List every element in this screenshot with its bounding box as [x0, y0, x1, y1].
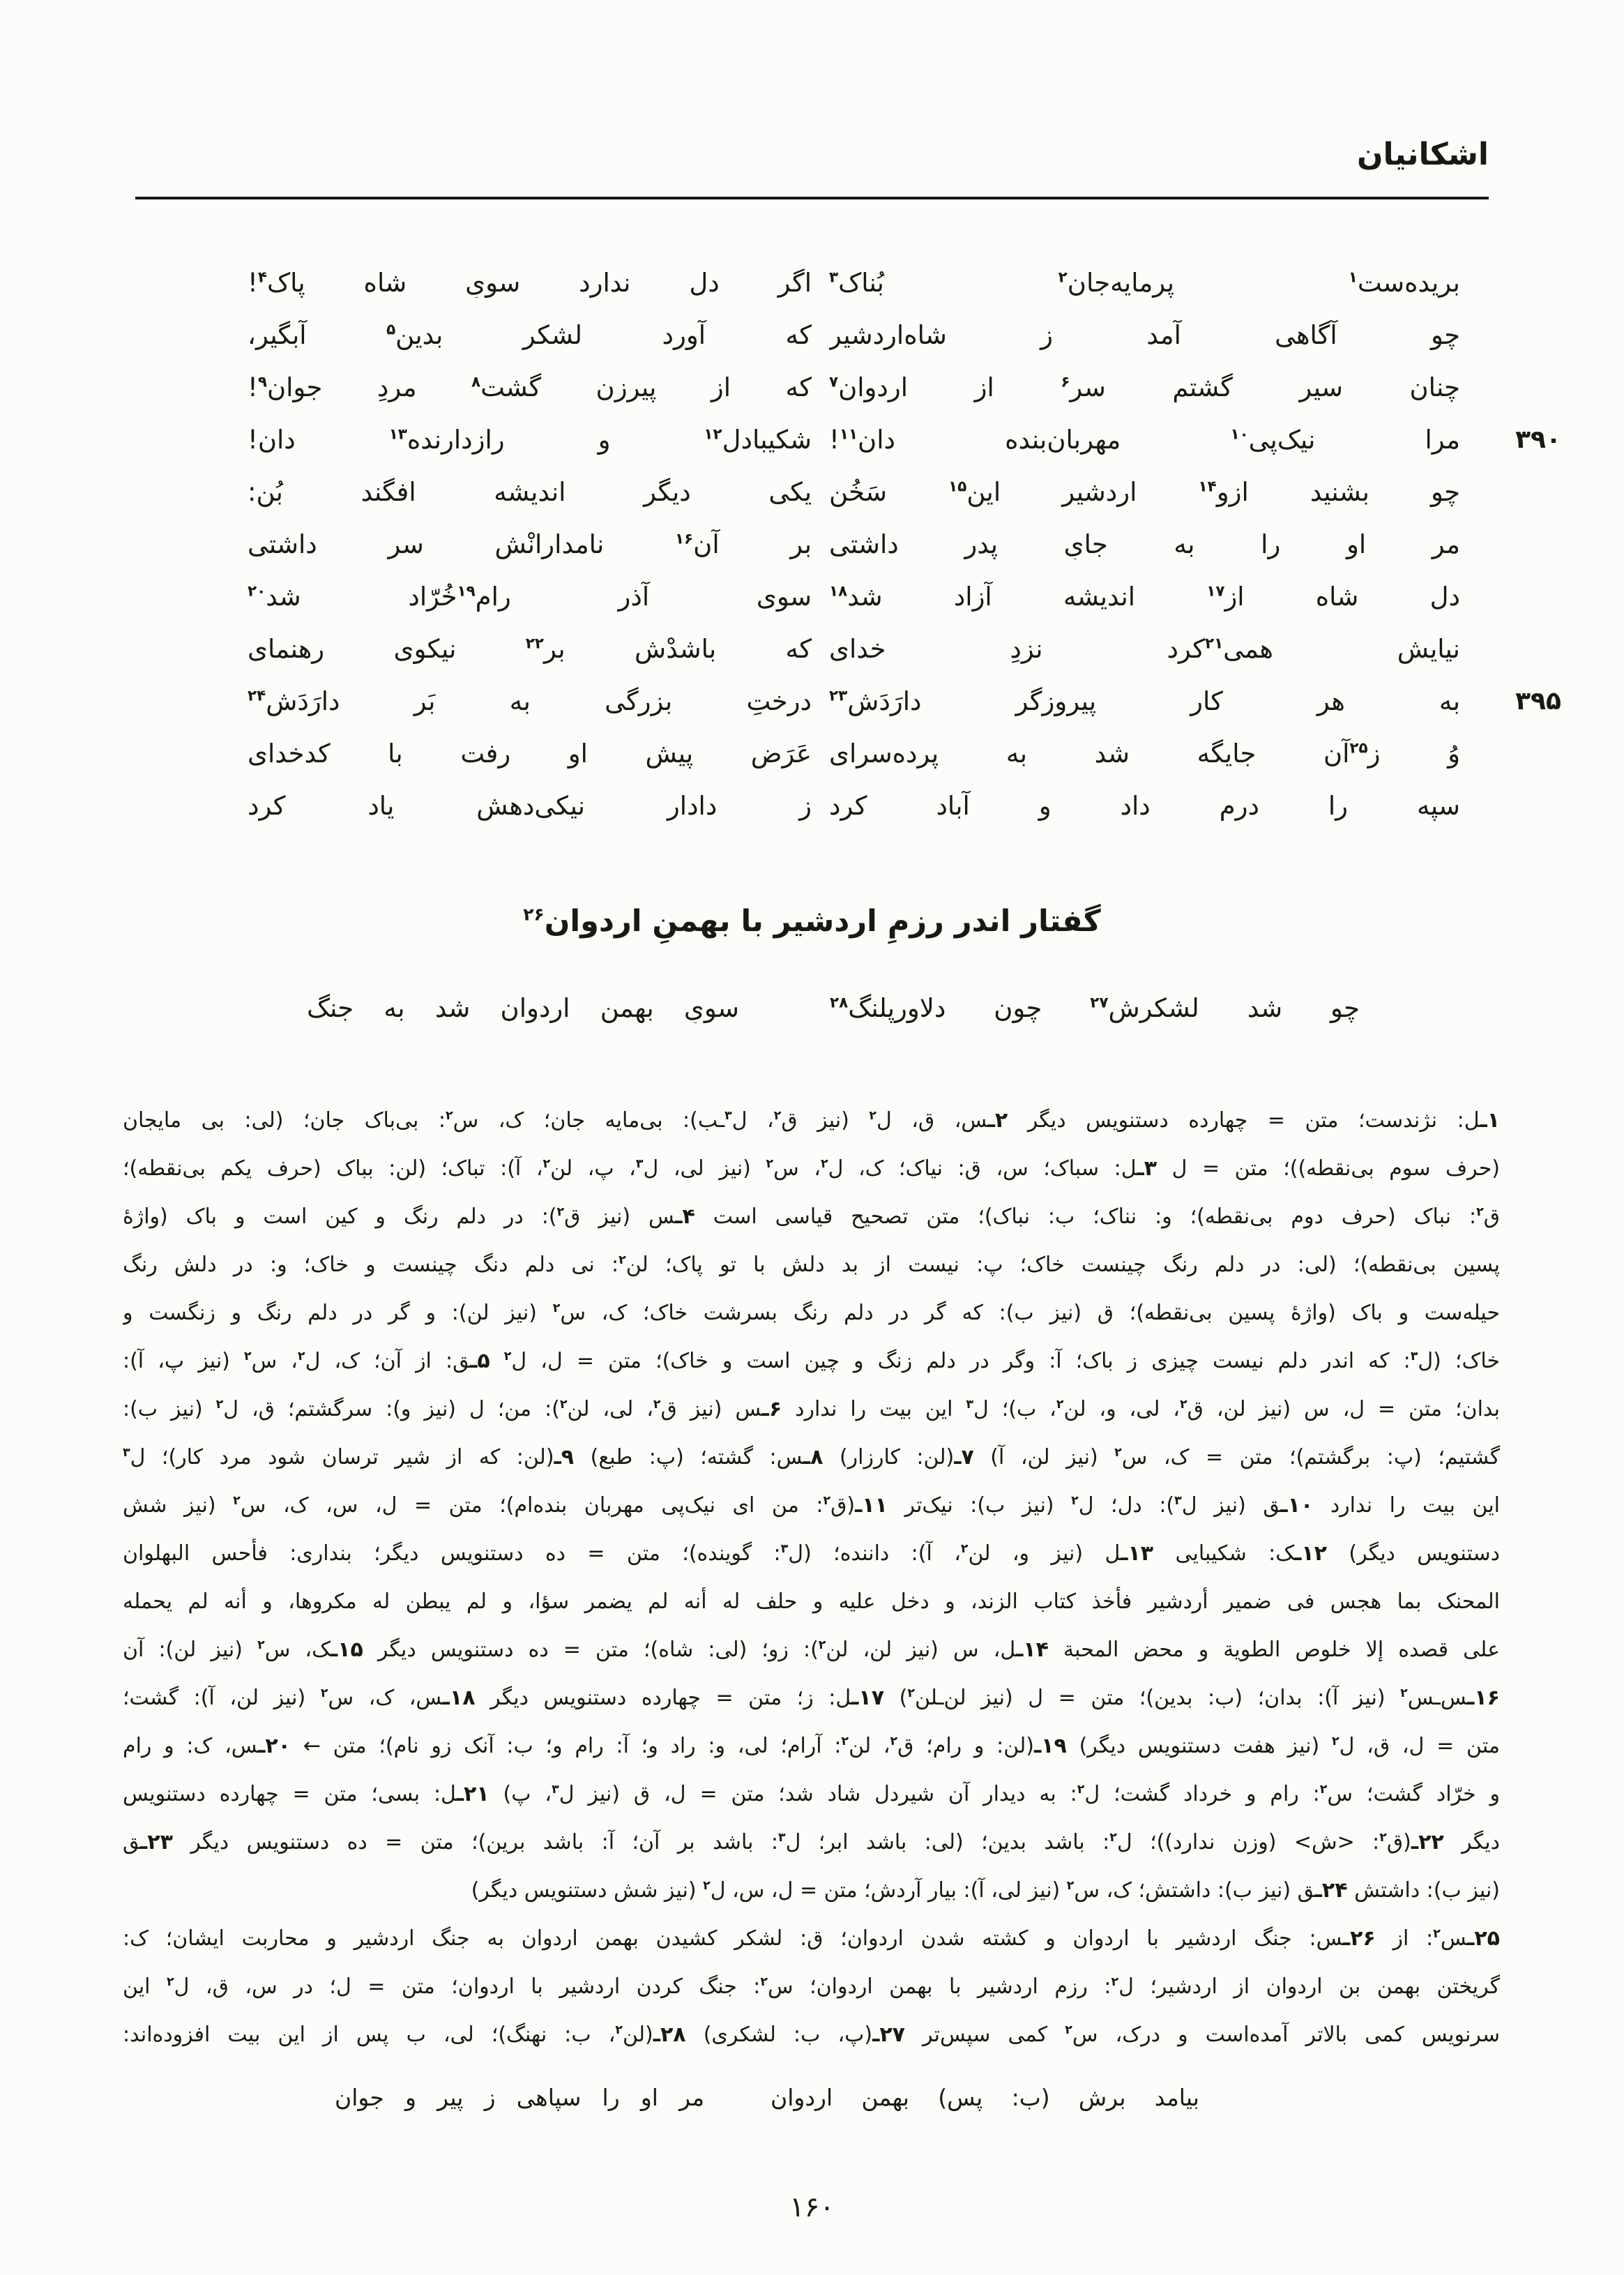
hemistich-left: شکیبادل$^{۱۲}$ و رازدارنده$^{۱۳}$ دان!	[248, 425, 812, 455]
verse-row	[248, 780, 1561, 832]
hemistich-right: مر او را به جایِ پدر داشتی	[829, 529, 1460, 559]
hemistich-right: وُ ز$^{۲۵}$آن جایگه شد به پرده‌سرای	[829, 739, 1460, 769]
header-rule	[135, 197, 1489, 199]
apparatus-line: (نیز ب): داشتش ۲۴ـق (نیز ب): داشتش؛ ک، س$^۲$ (نیز لی، آ): بیار آردش؛ متن = ل، س، ل$^۲$ (نیز شش دستنویس دیگر)	[471, 1878, 1500, 1903]
verse-row	[248, 257, 1561, 309]
apparatus-line: پسین بی‌نقطه)؛ (لی: در دلم رنگ چینست خاک؛ پ: نیست از بد دلش با تو پاک؛ لن$^۲$: نی دلم دنگ چینست و خاک؛ و: در دلش رنگ	[123, 1253, 1500, 1277]
hemistich-left: که آورد لشکر بدین$^۵$ آبگیر،	[248, 320, 812, 350]
hemistich-left: سوی آذرِ رام$^{۱۹}$خُرّاد شد$^{۲۰}$	[248, 582, 812, 612]
verse-block	[248, 257, 1561, 832]
verse-row	[248, 361, 1561, 414]
verse-row	[248, 727, 1561, 780]
hemistich-left: که از پیرزن گشت$^۸$ مردِ جوان$^۹$!	[248, 372, 812, 402]
apparatus-line: المحنک بما هجس فی ضمیر أردشیر فأخذ کتاب الزند، و دخل علیه و حلف له أنه لم یضمر سؤا، و لم یبطن له مکروها، و أنه لم یحمله	[123, 1589, 1500, 1614]
apparatus-line: حیله‌ست و باک (واژهٔ پسین بی‌نقطه)؛ ق (نیز ب): که گر در دلم رنگ بسرشت خاک؛ ک، س$^۲$ (نیز لن): و گر در دلم رنگ و زنگست و	[123, 1301, 1500, 1325]
apparatus-line: ۱ـل: نژندست؛ متن = چهارده دستنویس دیگر ۲ـس، ق، ل$^۲$ (نیز ق$^۲$، ل$^۳$ـب): بی‌مایه جان؛ ک، س$^۲$: بی‌باک جان؛ (لی: بی مایجان	[123, 1108, 1500, 1133]
added-hemistich-right: بیامد برش (ب: پس) بهمن اردوان	[771, 2084, 1199, 2111]
apparatus-line: ۱۶ـس‌ـس$^۲$ (نیز آ): بدان؛ (ب: بدین)؛ متن = ل (نیز لن‌ـلن$^۲$) ۱۷ـل: ز؛ متن = چهارده دستنویس دیگر ۱۸ـس، ک، س$^۲$ (نیز لن، آ): گشت؛	[123, 1686, 1500, 1710]
verse-row	[248, 309, 1561, 361]
hemistich-left: که باشدْش بر$^{۲۲}$ نیکوی رهنمای	[248, 634, 812, 664]
hemistich-right: نیایش همی$^{۲۱}$کرد نزدِ خدای	[829, 634, 1460, 664]
apparatus-line: گریختن بهمن بن اردوان از اردشیر؛ ل$^۲$: رزم اردشیر با بهمن اردوان؛ س$^۲$: جنگ کردن اردشیر با اردوان؛ متن = ل؛ در س، ق، ل$^۲$ این	[123, 1974, 1500, 1999]
hemistich-right: چو بشنید ازو$^{۱۴}$ اردشیر این$^{۱۵}$ سَخُن	[829, 477, 1460, 507]
hemistich-right: دل شاه از$^{۱۷}$ اندیشه آزاد شد$^{۱۸}$	[829, 582, 1460, 612]
hemistich-right: سپه را درم داد و آباد کرد	[829, 791, 1460, 821]
hemistich-left: عَرَض پیشِ او رفت با کدخدای	[248, 739, 812, 769]
verse-number: ۳۹۵	[1515, 687, 1561, 716]
apparatus-added-verse	[335, 2084, 1199, 2111]
hemistich-left: یکی دیگر اندیشه افگند بُن:	[248, 477, 812, 507]
verse-row	[248, 570, 1561, 623]
verse-row	[248, 675, 1561, 727]
hemistich-left: ز دادارِ نیکی‌دهش یاد کرد	[248, 791, 812, 821]
section-verse	[307, 993, 1360, 1023]
apparatus-line: ق$^۲$: نباک (حرف دوم بی‌نقطه)؛ و: نناک؛ ب: نباک)؛ متن تصحیح قیاسی است ۴ـس (نیز ق$^۲$): در دلم رنگ و کین است و باک (واژهٔ	[123, 1204, 1500, 1229]
hemistich-left: بر آن$^{۱۶}$ نامدارانْش سر داشتی	[248, 529, 812, 559]
verse-row	[248, 518, 1561, 570]
apparatus-block	[123, 1096, 1500, 2059]
apparatus-line: (حرف سوم بی‌نقطه))؛ متن = ل ۳ـل: سباک؛ س، ق: نیاک؛ ک، ل$^۲$، س$^۲$ (نیز لی، ل$^۳$، پ، لن$^۲$، آ): تباک؛ (لن: بباک (حرف یکم بی‌نقطه)؛	[123, 1156, 1500, 1181]
apparatus-line: این بیت را ندارد ۱۰ـق (نیز ل$^۳$): دل؛ ل$^۲$ (نیز ب): نیک‌تر ۱۱ـ(ق$^۲$: من ای نیک‌پی مهربان بنده‌ام)؛ متن = ل، س، ک، س$^۲$ (نیز شش	[123, 1493, 1500, 1518]
hemistich-left: اگر دل ندارد سویِ شاه پاک$^۴$!	[248, 268, 812, 298]
apparatus-line: متن = ل، ق، ل$^۲$ (نیز هفت دستنویس دیگر) ۱۹ـ(لن: و رام؛ ق$^۲$، لن$^۲$: آرام؛ لی، و: راد و؛ آ: رام و؛ ب: آنک زو نام)؛ متن ← ۲۰ـس، ک: و رام	[123, 1734, 1500, 1758]
running-head: اشکانیان	[1356, 137, 1489, 172]
verse-row	[248, 623, 1561, 675]
hemistich-right: چو آگاهی آمد ز شاه‌اردشیر	[829, 320, 1460, 350]
apparatus-line: بدان؛ متن = ل، س (نیز لن، ق$^۲$، لی، و، لن$^۲$، ب)؛ ل$^۳$ این بیت را ندارد ۶ـس (نیز ق$^۲$، لی، لن$^۲$): من؛ ل (نیز و): سرگشتم؛ ق، ل$^۲$ (نیز ب):	[123, 1397, 1500, 1421]
hemistich-right: به هر کار پیروزگر دارَدَش$^{۲۳}$	[829, 686, 1460, 716]
section-hemistich-right: چو شد لشکرش$^{۲۷}$ چون دلاورپلنگ$^{۲۸}$	[830, 993, 1360, 1023]
verse-row	[248, 466, 1561, 518]
hemistich-right: چنان سیر گشتم سر$^۶$ از اردوان$^۷$	[829, 372, 1460, 402]
apparatus-line: دستنویس دیگر) ۱۲ـک: شکیبایی ۱۳ـل (نیز و، لن$^۲$، آ): داننده؛ (ل$^۳$: گوینده)؛ متن = ده دستنویس دیگر؛ بنداری: فأحس البهلوان	[123, 1541, 1500, 1566]
hemistich-left: درختِ بزرگی به بَر دارَدَش$^{۲۴}$	[248, 686, 812, 716]
apparatus-line: و خرّاد گشت؛ س$^۲$: رام و خرداد گشت؛ ل$^۲$: به دیدار آن شیردل شاد شد؛ متن = ل، ق (نیز ل$^۳$، پ) ۲۱ـل: بسی؛ متن = چهارده دستنویس	[123, 1782, 1500, 1806]
hemistich-right: مرا نیک‌پی$^{۱۰}$ مهربان‌بنده دان$^{۱۱}$!	[829, 425, 1460, 455]
page-number: ۱۶۰	[789, 2191, 835, 2223]
added-hemistich-left: مر او را سپاهی ز پیر و جوان	[335, 2084, 704, 2111]
verse-number: ۳۹۰	[1515, 425, 1561, 454]
apparatus-line: ۲۵ـس$^۲$: از ۲۶ـس: جنگ اردشیر با اردوان و کشته شدن اردوان؛ ق: لشکر کشیدن بهمن اردوان به جنگ اردشیر و محاربت ایشان؛ ک:	[123, 1926, 1500, 1951]
verse-row	[248, 414, 1561, 466]
section-hemistich-left: سویِ بهمنِ اردوان شد به جنگ	[307, 993, 739, 1023]
section-heading: گفتار اندر رزمِ اردشیر با بهمنِ اردوان$^{۲۶}$	[523, 904, 1101, 939]
apparatus-line: سرنویس کمی بالاتر آمده‌است و درک، س$^۲$ کمی سپس‌تر ۲۷ـ(پ، ب: لشکری) ۲۸ـ(لن$^۲$، ب: نهنگ)؛ لی، ب پس از این بیت افزوده‌اند:	[123, 2023, 1500, 2047]
apparatus-line: گشتیم؛ (پ: برگشتم)؛ متن = ک، س$^۲$ (نیز لن، آ) ۷ـ(لن: کارزار) ۸ـس: گشته؛ (پ: طبع) ۹ـ(لن: که از شیر ترسان شود مرد کار)؛ ل$^۳$	[123, 1445, 1500, 1469]
apparatus-line: خاک؛ (ل$^۳$: که اندر دلم نیست چیزی ز باک؛ آ: وگر در دلم زنگ و چین است و خاک)؛ متن = ل، ل$^۲$ ۵ـق: از آن؛ ک، ل$^۲$، س$^۲$ (نیز پ، آ):	[123, 1349, 1500, 1373]
apparatus-line: دیگر ۲۲ـ(ق$^۲$: <ش> (وزن ندارد))؛ ل$^۲$: باشد بدین؛ (لی: باشد ابر؛ ل$^۳$: باشد بر آن؛ آ: باشد برین)؛ متن = ده دستنویس دیگر ۲۳ـق	[123, 1830, 1500, 1854]
apparatus-line: علی قصده إلا خلوص الطویة و محض المحبة ۱۴ـل، س (نیز لن، لن$^۲$): زو؛ (لی: شاه)؛ متن = ده دستنویس دیگر ۱۵ـک، س$^۲$ (نیز لن): آن	[123, 1638, 1500, 1662]
hemistich-right: بریده‌ست$^۱$ پرمایه‌جانِ$^۲$ بُناک$^۳$	[829, 268, 1460, 298]
